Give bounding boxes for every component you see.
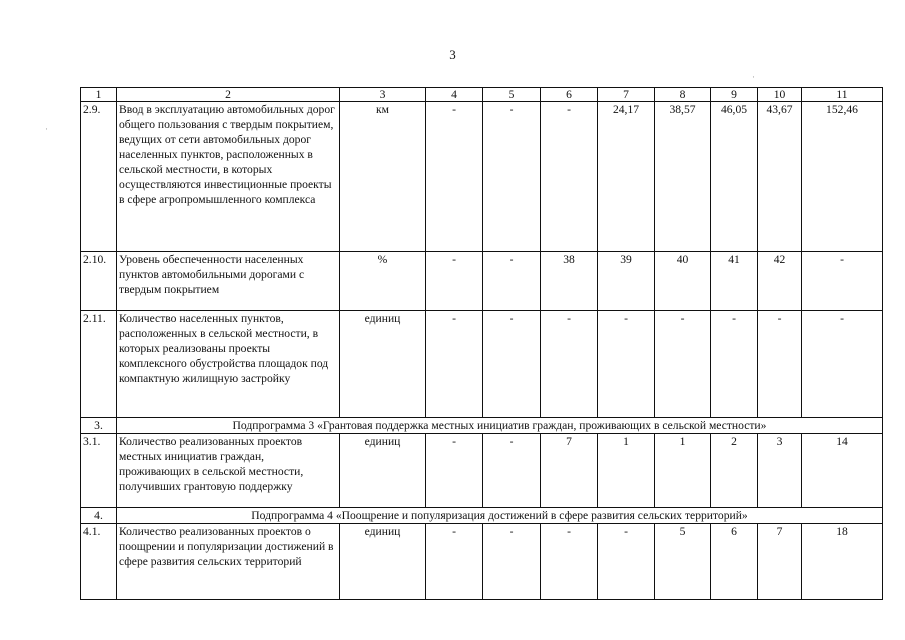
value-cell: 5 bbox=[655, 524, 711, 600]
value-cell: 41 bbox=[711, 252, 758, 311]
value-cell: 46,05 bbox=[711, 102, 758, 252]
value-cell: - bbox=[711, 311, 758, 418]
value-cell: - bbox=[655, 311, 711, 418]
table-row bbox=[81, 102, 883, 252]
value-cell: - bbox=[598, 524, 655, 600]
header-cell: 8 bbox=[655, 88, 711, 102]
section-number: 4. bbox=[81, 508, 117, 524]
value-cell: - bbox=[426, 434, 483, 508]
value-cell: - bbox=[483, 102, 541, 252]
value-cell: - bbox=[802, 311, 883, 418]
value-cell: - bbox=[541, 524, 598, 600]
row-number: 3.1. bbox=[81, 434, 117, 508]
header-cell: 4 bbox=[426, 88, 483, 102]
value-cell: 1 bbox=[598, 434, 655, 508]
header-cell: 1 bbox=[81, 88, 117, 102]
value-cell: - bbox=[541, 102, 598, 252]
value-cell: 2 bbox=[711, 434, 758, 508]
header-cell: 2 bbox=[117, 88, 340, 102]
value-cell: - bbox=[483, 524, 541, 600]
header-cell: 10 bbox=[758, 88, 802, 102]
value-cell: 152,46 bbox=[802, 102, 883, 252]
value-cell: 38 bbox=[541, 252, 598, 311]
value-cell: 7 bbox=[758, 524, 802, 600]
value-cell: - bbox=[483, 311, 541, 418]
value-cell: 3 bbox=[758, 434, 802, 508]
value-cell: 18 bbox=[802, 524, 883, 600]
section-title: Подпрограмма 4 «Поощрение и популяризация достижений в сфере развития сельских территорий» bbox=[117, 508, 883, 524]
value-cell: - bbox=[598, 311, 655, 418]
value-cell: 39 bbox=[598, 252, 655, 311]
unit-cell: единиц bbox=[340, 524, 426, 600]
table-row bbox=[81, 311, 883, 418]
header-cell: 9 bbox=[711, 88, 758, 102]
row-number: 2.11. bbox=[81, 311, 117, 418]
header-cell: 6 bbox=[541, 88, 598, 102]
header-cell: 11 bbox=[802, 88, 883, 102]
value-cell: - bbox=[483, 434, 541, 508]
value-cell: 43,67 bbox=[758, 102, 802, 252]
unit-cell: единиц bbox=[340, 311, 426, 418]
header-row bbox=[81, 88, 883, 102]
value-cell: - bbox=[802, 252, 883, 311]
value-cell: - bbox=[483, 252, 541, 311]
row-number: 4.1. bbox=[81, 524, 117, 600]
value-cell: 24,17 bbox=[598, 102, 655, 252]
header-cell: 5 bbox=[483, 88, 541, 102]
header-cell: 7 bbox=[598, 88, 655, 102]
unit-cell: км bbox=[340, 102, 426, 252]
indicator-name: Количество реализованных проектов о поощрении и популяризации достижений в сфере развития сельских территорий bbox=[117, 524, 340, 600]
unit-cell: % bbox=[340, 252, 426, 311]
value-cell: - bbox=[426, 524, 483, 600]
indicator-name: Ввод в эксплуатацию автомобильных дорог общего пользования с твердым покрытием, ведущих от сети автомобильных дорог населенных пунктов, расположенных в сельской местности, в которых осуществляются инвестиционные проекты в сфере агропромышленного комплекса bbox=[117, 102, 340, 252]
value-cell: 1 bbox=[655, 434, 711, 508]
table-row bbox=[81, 524, 883, 600]
value-cell: - bbox=[426, 102, 483, 252]
unit-cell: единиц bbox=[340, 434, 426, 508]
scan-speck: · bbox=[752, 72, 755, 82]
table-row bbox=[81, 434, 883, 508]
value-cell: - bbox=[541, 311, 598, 418]
value-cell: 38,57 bbox=[655, 102, 711, 252]
page-number: 3 bbox=[449, 47, 456, 62]
value-cell: 6 bbox=[711, 524, 758, 600]
section-row bbox=[81, 418, 883, 434]
value-cell: - bbox=[426, 311, 483, 418]
section-row bbox=[81, 508, 883, 524]
value-cell: 42 bbox=[758, 252, 802, 311]
scan-speck: · bbox=[45, 124, 48, 134]
row-number: 2.9. bbox=[81, 102, 117, 252]
row-number: 2.10. bbox=[81, 252, 117, 311]
section-number: 3. bbox=[81, 418, 117, 434]
value-cell: - bbox=[758, 311, 802, 418]
indicator-name: Количество реализованных проектов местных инициатив граждан, проживающих в сельской местности, получивших грантовую поддержку bbox=[117, 434, 340, 508]
value-cell: 7 bbox=[541, 434, 598, 508]
section-title: Подпрограмма 3 «Грантовая поддержка местных инициатив граждан, проживающих в сельской местности» bbox=[117, 418, 883, 434]
indicator-name: Количество населенных пунктов, расположенных в сельской местности, в которых реализованы проекты комплексного обустройства площадок под компактную жилищную застройку bbox=[117, 311, 340, 418]
table-row bbox=[81, 252, 883, 311]
indicators-table bbox=[80, 87, 883, 600]
indicator-name: Уровень обеспеченности населенных пунктов автомобильными дорогами с твердым покрытием bbox=[117, 252, 340, 311]
value-cell: - bbox=[426, 252, 483, 311]
value-cell: 14 bbox=[802, 434, 883, 508]
value-cell: 40 bbox=[655, 252, 711, 311]
header-cell: 3 bbox=[340, 88, 426, 102]
